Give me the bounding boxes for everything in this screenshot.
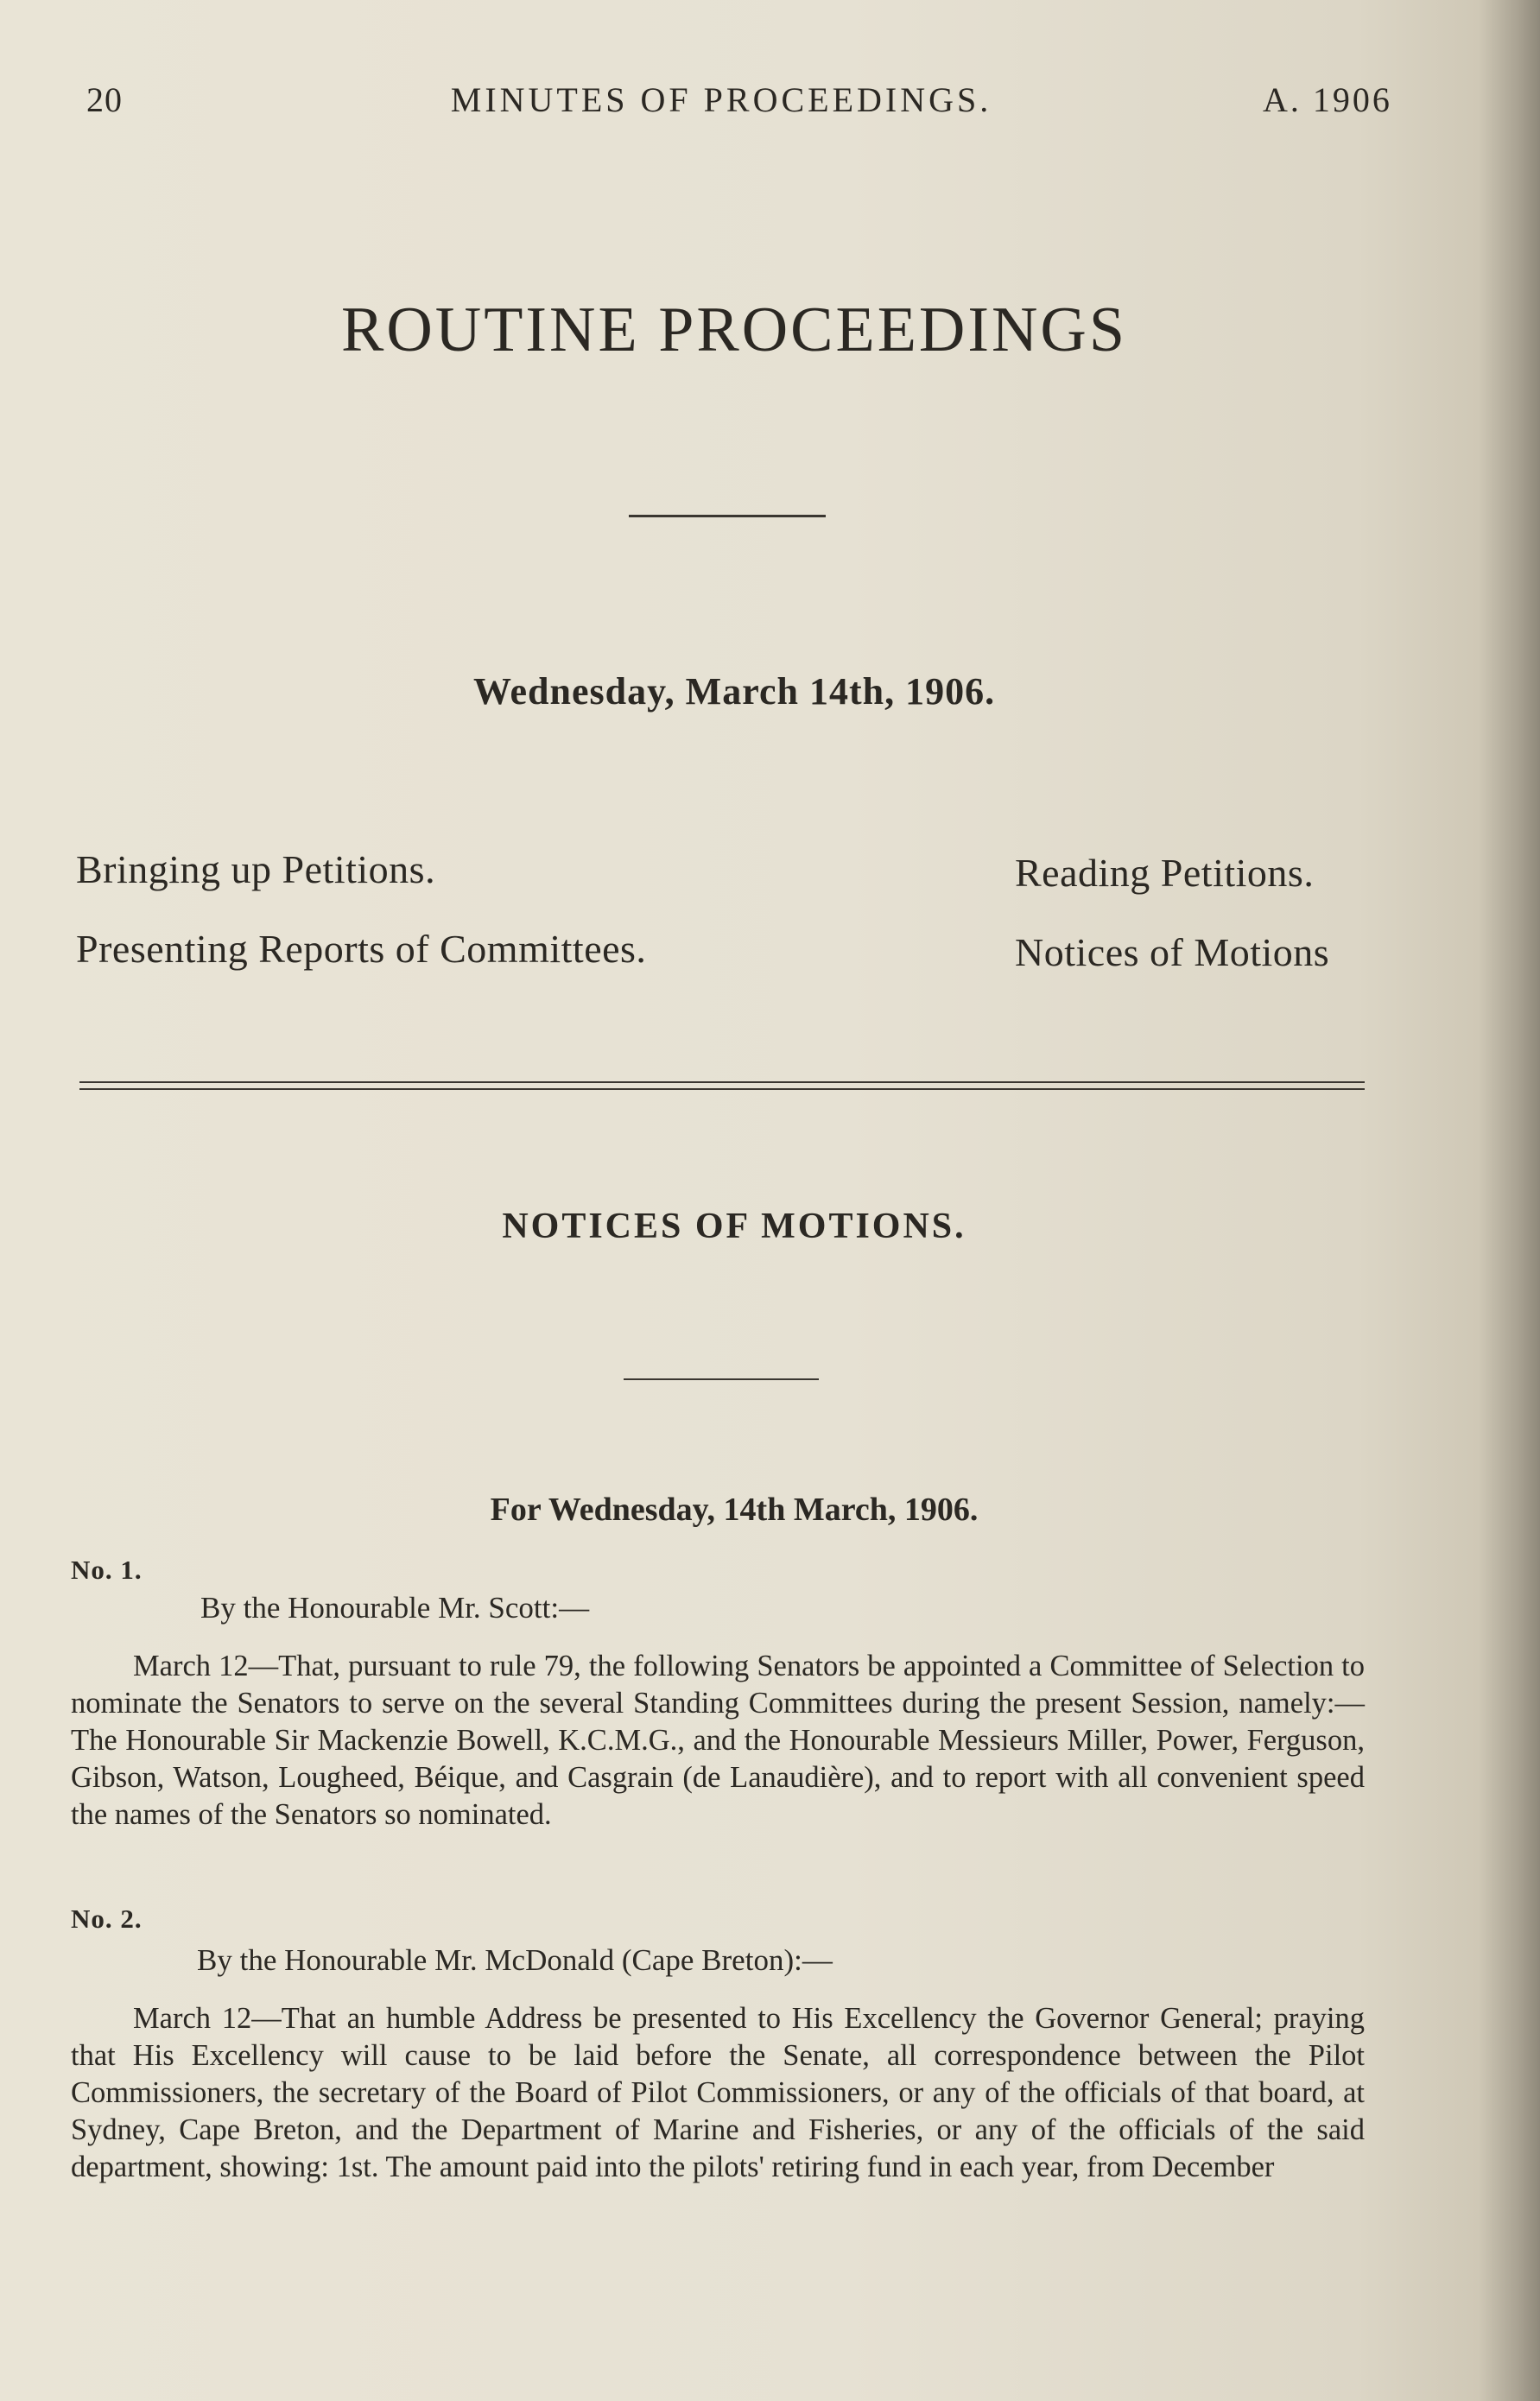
- section-title: NOTICES OF MOTIONS.: [502, 1207, 966, 1246]
- double-rule: [79, 1081, 1365, 1090]
- agenda-item: Presenting Reports of Committees.: [76, 927, 647, 971]
- motion-number: No. 2.: [71, 1904, 143, 1934]
- sitting-date: Wednesday, March 14th, 1906.: [472, 670, 996, 713]
- running-title: MINUTES OF PROCEEDINGS.: [450, 80, 992, 119]
- page-title: ROUTINE PROCEEDINGS: [340, 295, 1128, 365]
- motion-text: March 12—That, pursuant to rule 79, the following Senators be appointed a Committee of Selection to nominate the Senators to serve on the several Standing Committees during the present Session, namely:—The Honourable Sir Mackenzie Bowell, K.C.M.G., and the Honourable Messieurs Miller, Power, Ferguson, Gibson, Watson, Lougheed, Béique, and Casgrain (de Lanaudière), and to report with all convenient speed the names of the Senators so nominated.: [71, 1650, 1365, 1831]
- session-label: A. 1906: [1263, 80, 1392, 119]
- title-rule: [629, 515, 826, 517]
- agenda-item: Notices of Motions: [1015, 930, 1330, 974]
- motion-number: No. 1.: [71, 1555, 143, 1585]
- motion-text: March 12—That an humble Address be presented to His Excellency the Governor General; praying that His Excellency will cause to be laid before the Senate, all correspondence between the Pilot Commissioners, the secretary of the Board of Pilot Commissioners, or any of the officials of that board, at Sydney, Cape Breton, and the Department of Marine and Fisheries, or any of the officials of the said department, showing: 1st. The amount paid into the pilots' retiring fund in each year, from December: [71, 2002, 1365, 2183]
- for-date-line: For Wednesday, 14th March, 1906.: [490, 1492, 979, 1528]
- motion-mover: By the Honourable Mr. Scott:—: [200, 1591, 590, 1625]
- motion-mover: By the Honourable Mr. McDonald (Cape Breton):—: [197, 1943, 833, 1977]
- page-number: 20: [86, 80, 123, 119]
- agenda-item: Reading Petitions.: [1015, 851, 1315, 895]
- section-rule: [624, 1378, 819, 1380]
- agenda-item: Bringing up Petitions.: [76, 847, 436, 891]
